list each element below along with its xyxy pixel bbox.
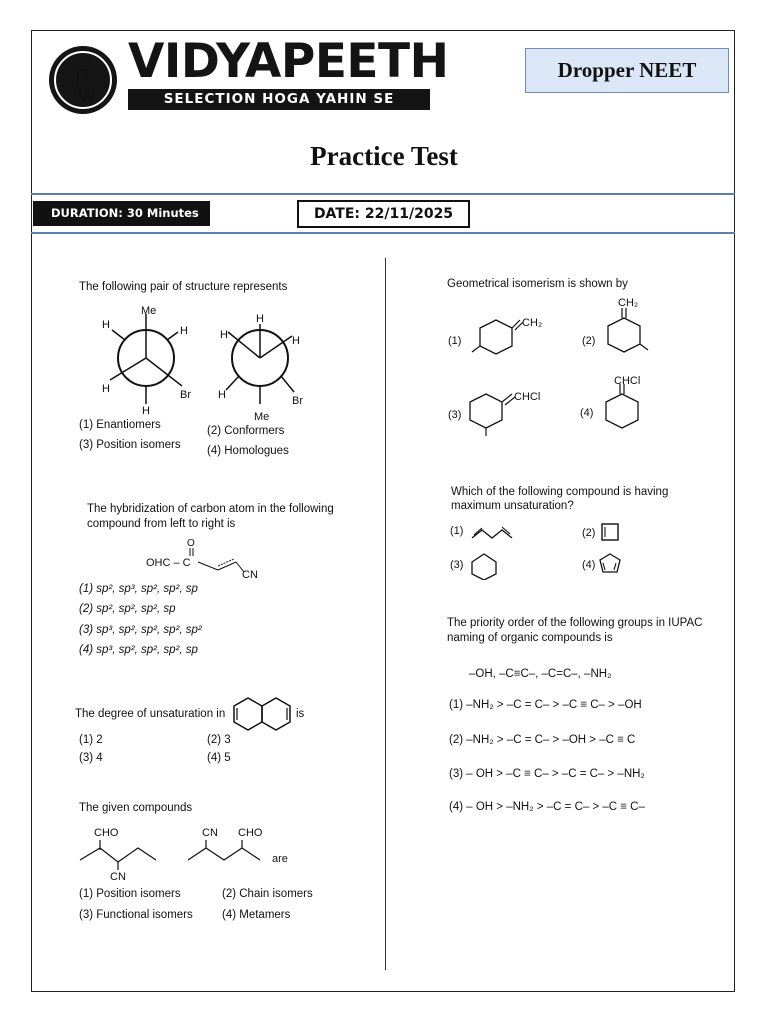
q7-stem-2: naming of organic compounds is <box>447 632 613 644</box>
brand-tagline: SELECTION HOGA YAHIN SE <box>128 89 430 110</box>
q1-option-3: (3) Position isomers <box>79 439 181 451</box>
q7-groups: –OH, –C≡C–, –C=C–, –NH₂ <box>469 668 612 680</box>
q5-structures <box>440 296 670 438</box>
svg-text:P: P <box>75 64 90 89</box>
svg-text:CN: CN <box>242 569 258 581</box>
page-title: Practice Test <box>310 141 458 171</box>
q1-option-4: (4) Homologues <box>207 445 289 457</box>
course-badge: Dropper NEET <box>525 48 729 93</box>
q6-structures <box>444 518 664 580</box>
q4-structures <box>70 820 330 884</box>
header-rule-bottom <box>31 232 735 234</box>
q4-stem: The given compounds <box>79 802 193 814</box>
q3-stem-is: is <box>296 708 305 720</box>
q4-option-4: (4) Metamers <box>222 909 291 921</box>
q4-option-2: (2) Chain isomers <box>222 888 313 900</box>
n1-ll: H <box>102 383 110 395</box>
svg-text:(2): (2) <box>582 527 596 539</box>
q2-stem-1: The hybridization of carbon atom in the following <box>87 503 334 515</box>
n2-top: H <box>256 313 264 325</box>
q4-option-1: (1) Position isomers <box>79 888 181 900</box>
q1-option-1: (1) Enantiomers <box>79 419 161 431</box>
n1-ul: H <box>102 319 110 331</box>
q7-option-3: (3) – OH > –C ≡ C– > –C = C– > –NH₂ <box>449 768 645 780</box>
n2-ll: H <box>218 389 226 401</box>
svg-text:(4): (4) <box>580 407 594 419</box>
svg-text:CH₂: CH₂ <box>522 317 543 329</box>
q1-newman-projections <box>80 300 320 420</box>
svg-text:(1): (1) <box>448 335 462 347</box>
q7-option-4: (4) – OH > –NH₂ > –C = C– > –C ≡ C– <box>449 801 645 813</box>
q3-option-2: (2) 3 <box>207 734 231 746</box>
q3-option-4: (4) 5 <box>207 752 231 764</box>
q1-option-2: (2) Conformers <box>207 425 285 437</box>
svg-text:are: are <box>272 853 288 865</box>
svg-text:(3): (3) <box>450 559 464 571</box>
n2-bottom: Me <box>254 411 270 420</box>
n2-lr: Br <box>292 395 303 407</box>
svg-text:CHCl: CHCl <box>514 391 541 403</box>
n1-ur: H <box>180 325 188 337</box>
q3-stem: The degree of unsaturation in <box>75 708 226 720</box>
svg-text:O: O <box>187 538 195 549</box>
q3-bicyclic-structure <box>228 692 300 740</box>
header-rule-top <box>31 193 735 195</box>
q7-stem-1: The priority order of the following groups in IUPAC <box>447 617 703 629</box>
column-divider <box>385 258 386 970</box>
q3-option-3: (3) 4 <box>79 752 103 764</box>
brand-name: VIDYAPEETH <box>128 34 449 89</box>
svg-text:CN: CN <box>110 871 126 883</box>
q7-option-1: (1) –NH₂ > –C = C– > –C ≡ C– > –OH <box>449 699 642 711</box>
q2-option-4: (4) sp³, sp², sp², sp², sp <box>79 644 198 656</box>
q2-option-3: (3) sp³, sp², sp², sp², sp² <box>79 624 202 636</box>
svg-text:(2): (2) <box>582 335 596 347</box>
n1-lr: Br <box>180 389 191 401</box>
n2-ul: H <box>220 329 228 341</box>
q1-stem: The following pair of structure represents <box>79 281 288 293</box>
q5-stem: Geometrical isomerism is shown by <box>447 278 628 290</box>
q7-option-2: (2) –NH₂ > –C = C– > –OH > –C ≡ C <box>449 734 636 746</box>
q6-stem-2: maximum unsaturation? <box>451 500 574 512</box>
duration-label: DURATION: 30 Minutes <box>33 201 210 226</box>
svg-text:(1): (1) <box>450 525 464 537</box>
q4-option-3: (3) Functional isomers <box>79 909 193 921</box>
svg-text:OHC – C: OHC – C <box>146 557 191 569</box>
svg-text:CH₂: CH₂ <box>618 297 639 309</box>
q2-option-1: (1) sp², sp³, sp², sp², sp <box>79 583 198 595</box>
svg-text:W: W <box>78 84 97 106</box>
pw-logo-icon <box>49 46 117 114</box>
q6-stem-1: Which of the following compound is having <box>451 486 669 498</box>
svg-text:(3): (3) <box>448 409 462 421</box>
svg-text:CN: CN <box>202 827 218 839</box>
q3-option-1: (1) 2 <box>79 734 103 746</box>
n2-ur: H <box>292 335 300 347</box>
n1-top: Me <box>141 305 157 317</box>
n1-bottom: H <box>142 405 150 417</box>
q2-stem-2: compound from left to right is <box>87 518 236 530</box>
q2-structure <box>140 534 280 582</box>
date-label: DATE: 22/11/2025 <box>297 200 470 228</box>
svg-text:(4): (4) <box>582 559 596 571</box>
svg-text:CHO: CHO <box>238 827 263 839</box>
svg-text:CHO: CHO <box>94 827 119 839</box>
svg-text:CHCl: CHCl <box>614 375 641 387</box>
q2-option-2: (2) sp², sp², sp², sp <box>79 603 176 615</box>
